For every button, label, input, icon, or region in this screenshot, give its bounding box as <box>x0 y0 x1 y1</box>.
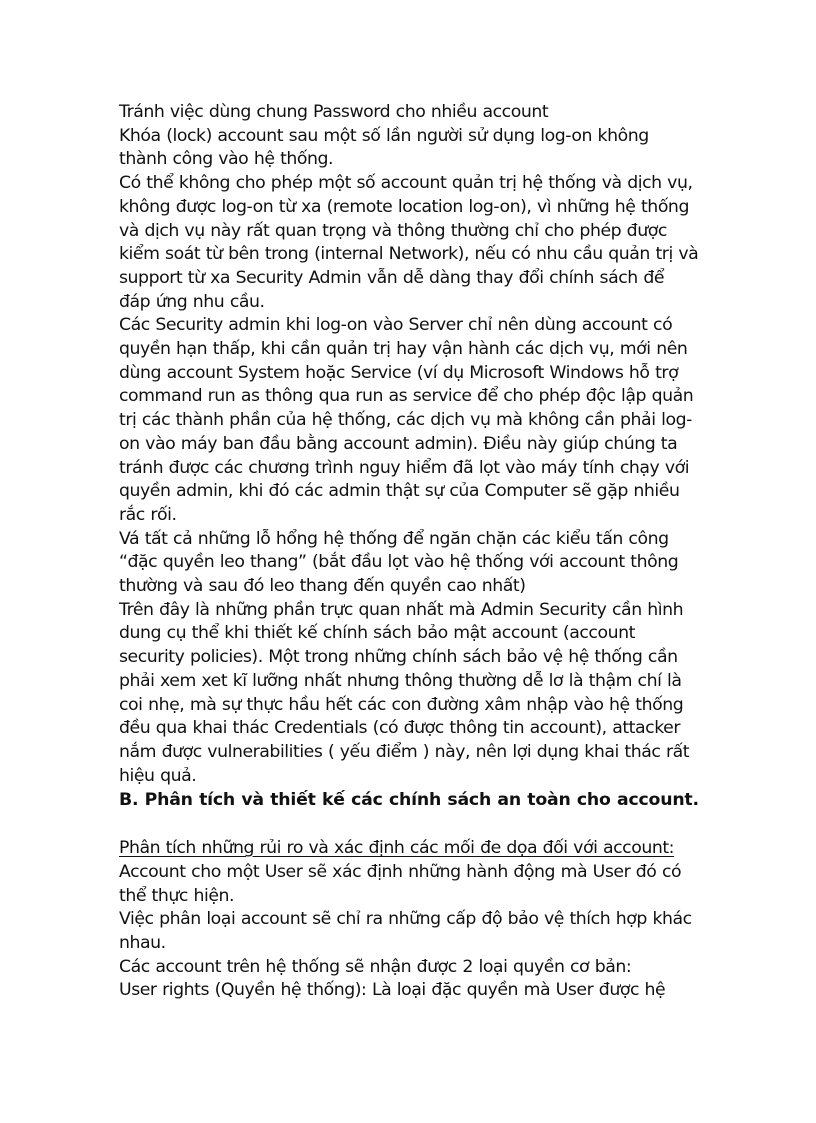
paragraph-remote-logon: Có thể không cho phép một số account quản trị hệ thống và dịch vụ, không được log-on từ xa (remote location log-on), vì những hệ thống và dịch vụ này rất quan trọng và thông thường chỉ cho phép được kiểm soát từ bên trong (internal Network), nếu có nhu cầu quản trị và support từ xa Security Admin vẫn dễ dàng thay đổi chính sách để đáp ứng nhu cầu. <box>119 173 699 312</box>
paragraph-low-privilege-account: Các Security admin khi log-on vào Server chỉ nên dùng account có quyền hạn thấp, khi cần quản trị hay vận hành các dịch vụ, mới nên dùng account System hoặc Service (ví dụ Microsoft Windows hỗ trợ command run as thông qua run as service để cho phép độc lập quản trị các thành phần của hệ thống, các dịch vụ mà không cần phải log-on vào máy ban đầu bằng account admin). Điều này giúp chúng ta tránh được các chương trình nguy hiểm đã lọt vào máy tính chạy với quyền admin, khi đó các admin thật sự của Computer sẽ gặp nhiều rắc rối. <box>119 315 694 525</box>
paragraph-patch-vulnerabilities: Vá tất cả những lỗ hổng hệ thống để ngăn chặn các kiểu tấn công “đặc quyền leo thang” (bắt đầu lọt vào hệ thống với account thông thường và sau đó leo thang đến quyền cao nhất) <box>119 528 679 597</box>
paragraph-account-classification: Việc phân loại account sẽ chỉ ra những cấp độ bảo vệ thích hợp khác nhau. <box>119 909 692 953</box>
paragraph-account-lockout: Khóa (lock) account sau một số lần người sử dụng log-on không thành công vào hệ thống. <box>119 125 649 170</box>
paragraph-user-actions: Account cho một User sẽ xác định những hành động mà User đó có thể thực hiện. <box>119 861 682 906</box>
subheading: Phân tích những rủi ro và xác định các mối đe dọa đối với account: <box>119 838 675 859</box>
paragraph-rights-types: Các account trên hệ thống sẽ nhận được 2 loại quyền cơ bản: <box>119 956 632 977</box>
section-heading: B. Phân tích và thiết kế các chính sách an toàn cho account. <box>119 790 699 811</box>
document-body <box>119 101 699 1003</box>
blank-line <box>119 813 699 837</box>
paragraph-shared-password: Tránh việc dùng chung Password cho nhiều account <box>119 102 549 122</box>
paragraph-security-policies: Trên đây là những phần trực quan nhất mà Admin Security cần hình dung cụ thể khi thiết kế chính sách bảo mật account (account security policies). Một trong những chính sách bảo vệ hệ thống cần phải xem xet kĩ lưỡng nhất nhưng thông thường dễ lơ là thậm chí là coi nhẹ, mà sự thực hầu hết các con đường xâm nhập vào hệ thống đều qua khai thác Credentials (có được thông tin account), attacker nắm được vulnerabilities ( yếu điểm ) này, nên lợi dụng khai thác rất hiệu quả. <box>119 599 690 786</box>
paragraph-user-rights: User rights (Quyền hệ thống): Là loại đặc quyền mà User được hệ <box>119 980 666 1001</box>
